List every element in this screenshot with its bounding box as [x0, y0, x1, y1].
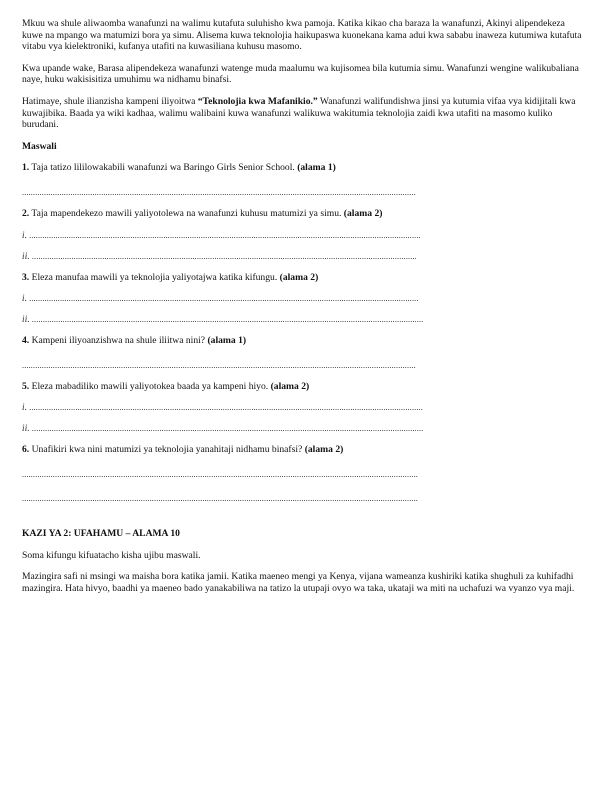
answer-line[interactable]: ...................................................................................................................................................................................: [22, 360, 416, 370]
sub-label: ii.: [22, 250, 30, 261]
question-number: 2.: [22, 207, 30, 219]
sub-label: i.: [22, 402, 28, 413]
question-number: 6.: [22, 444, 30, 456]
sub-label: ii.: [22, 314, 30, 325]
intro-paragraph-2: Kwa upande wake, Barasa alipendekeza wanafunzi watenge muda maalumu wa kujisomea bila kutumia simu. Wanafunzi wengine walikubaliana naye, huku wakisisitiza umuhimu wa nidhamu binafsi.: [22, 62, 579, 86]
answer-line-i[interactable]: i. ...................................................................................................................................................................................: [22, 402, 423, 413]
question-6: [22, 444, 582, 456]
question-number: 5.: [22, 380, 30, 392]
question-text: Unafikiri kwa nini matumizi ya teknolojia yanahitaji nidhamu binafsi?: [29, 444, 305, 456]
section-heading: KAZI YA 2: UFAHAMU – ALAMA 10: [22, 527, 180, 539]
question-number: 3.: [22, 271, 30, 283]
question-3: [22, 272, 582, 284]
sub-label: ii.: [22, 423, 30, 434]
question-marks: (alama 1): [207, 335, 247, 347]
question-marks: (alama 1): [297, 162, 336, 174]
intro-paragraph-1: Mkuu wa shule aliwaomba wanafunzi na walimu kutafuta suluhisho kwa pamoja. Katika kikao cha baraza la wanafunzi, Akinyi alipendekeza kuwe na mpango wa matumizi bora ya simu. Alisema kuwa teknolojia haikupaswa kuonekana kama adui kwa sababu inaweza kutumiwa kutafuta vitabu vya kielektroniki, kufanya utafiti na kuwasiliana kuhusu masomo.: [22, 18, 582, 53]
answer-line-i[interactable]: i. .................................................................................................................................................................................: [22, 293, 419, 304]
answer-line-ii[interactable]: ii. ..................................................................................................................................................................................: [22, 423, 424, 434]
campaign-text-before: Hatimaye, shule ilianzisha kampeni iliyoitwa: [22, 95, 198, 107]
question-text: Kampeni iliyoanzishwa na shule iliitwa nini?: [29, 335, 208, 347]
campaign-name: “Teknolojia kwa Mafanikio.”: [197, 95, 318, 107]
question-text: Taja mapendekezo mawili yaliyotolewa na wanafunzi kuhusu matumizi ya simu.: [29, 207, 344, 219]
answer-line[interactable]: ...................................................................................................................................................................................: [22, 187, 416, 197]
answer-line[interactable]: ....................................................................................................................................................................................: [22, 469, 418, 479]
question-1: [22, 162, 582, 174]
sub-label: i.: [22, 293, 28, 304]
answer-line-ii[interactable]: ii. ..................................................................................................................................................................................: [22, 314, 424, 325]
campaign-text-after: Wanafunzi walifundishwa jinsi ya kutumia vifaa vya kidijitali kwa kuwajibika. Baada ya wiki kadhaa, walimu walibaini kuwa wanafunzi walikuwa wakitumia teknolojia zaidi kwa utafiti na masomo kuliko burudani.: [22, 95, 576, 131]
passage-paragraph: Mazingira safi ni msingi wa maisha bora katika jamii. Katika maeneo mengi ya Kenya, vijana wameanza kushiriki katika shughuli za kuhifadhi mazingira. Hata hivyo, baadhi ya maeneo bado yanakabiliwa na tatizo la utupaji ovyo wa taka, ukataji wa miti na uchafuzi wa vyanzo vya maji.: [22, 571, 575, 594]
instruction-text: Soma kifungu kifuatacho kisha ujibu maswali.: [22, 549, 201, 561]
question-2: [22, 208, 582, 220]
question-marks: (alama 2): [270, 380, 310, 392]
question-marks: (alama 2): [343, 207, 383, 219]
question-number: 4.: [22, 335, 30, 347]
question-5: [22, 381, 582, 393]
question-text: Eleza mabadiliko mawili yaliyotokea baada ya kampeni hiyo.: [29, 380, 271, 392]
question-marks: (alama 2): [279, 271, 319, 283]
answer-line[interactable]: ....................................................................................................................................................................................: [22, 493, 418, 503]
answer-line-ii[interactable]: ii. ...............................................................................................................................................................................: [22, 250, 417, 261]
question-text: Taja tatizo lililowakabili wanafunzi wa Baringo Girls Senior School.: [29, 162, 298, 174]
questions-heading: Maswali: [22, 140, 57, 152]
sub-label: i.: [22, 229, 28, 240]
answer-line-i[interactable]: i. ..................................................................................................................................................................................: [22, 229, 421, 240]
campaign-paragraph: [22, 96, 582, 131]
question-number: 1.: [22, 162, 30, 174]
question-4: [22, 335, 582, 347]
question-marks: (alama 2): [304, 444, 344, 456]
question-text: Eleza manufaa mawili ya teknolojia yaliyotajwa katika kifungu.: [29, 271, 280, 283]
